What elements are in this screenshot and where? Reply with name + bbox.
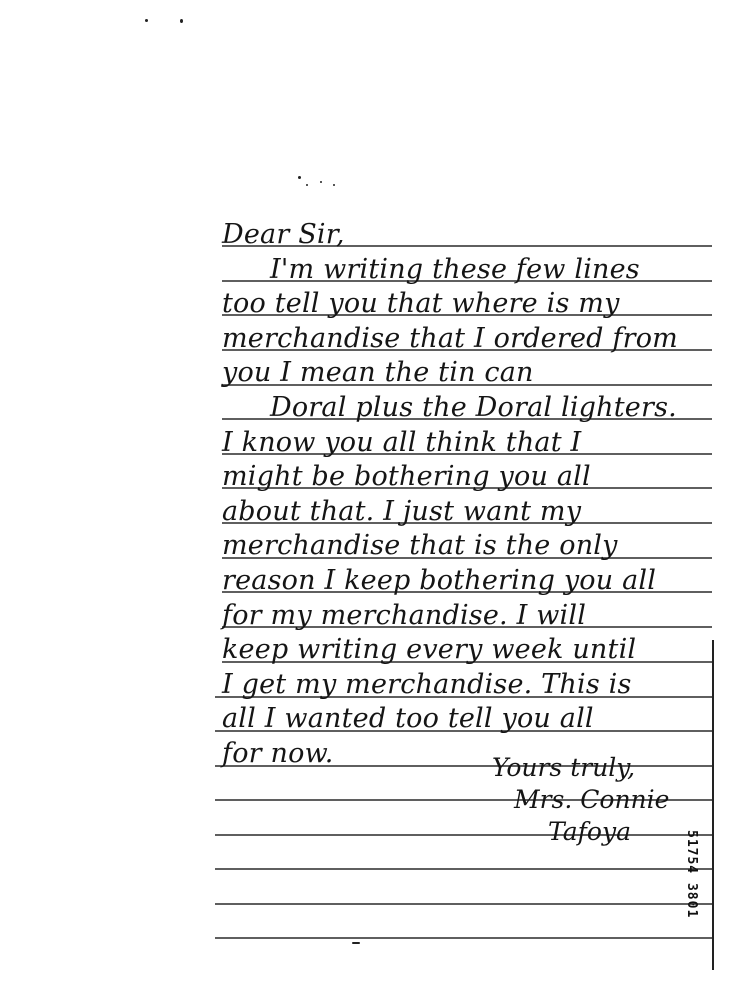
letter-line: I'm writing these few lines <box>270 253 640 285</box>
scan-speck <box>180 19 183 23</box>
signer-surname: Tafoya <box>548 817 631 846</box>
scan-speck <box>333 184 335 186</box>
letter-line: you I mean the tin can <box>222 357 534 389</box>
scan-speck <box>145 19 148 22</box>
letter-line: I get my merchandise. This is <box>222 668 632 700</box>
letter-line: too tell you that where is my <box>222 288 620 320</box>
complimentary-close: Yours truly, <box>492 753 636 782</box>
letter-line: about that. I just want my <box>222 495 582 527</box>
letter-line: Doral plus the Doral lighters. <box>270 391 677 423</box>
signer-name: Mrs. Connie <box>514 785 670 814</box>
letter-line: might be bothering you all <box>222 461 591 493</box>
letter-line: merchandise that is the only <box>222 530 618 562</box>
letter-line: all I wanted too tell you all <box>222 703 594 735</box>
letter-line: Dear Sir, <box>222 219 345 250</box>
document-id: 51754 3801 <box>684 830 699 919</box>
letter-line: keep writing every week until <box>222 634 637 666</box>
letter-line: I know you all think that I <box>222 426 582 458</box>
scan-speck <box>352 942 360 944</box>
scan-speck <box>320 181 322 183</box>
scan-speck <box>298 176 301 179</box>
letter-line: reason I keep bothering you all <box>222 564 657 596</box>
scan-speck <box>306 184 308 186</box>
letter-body <box>222 218 714 772</box>
letter-line: merchandise that I ordered from <box>222 322 678 354</box>
letter-line: for my merchandise. I will <box>222 599 587 631</box>
letter-line: for now. <box>222 737 334 769</box>
